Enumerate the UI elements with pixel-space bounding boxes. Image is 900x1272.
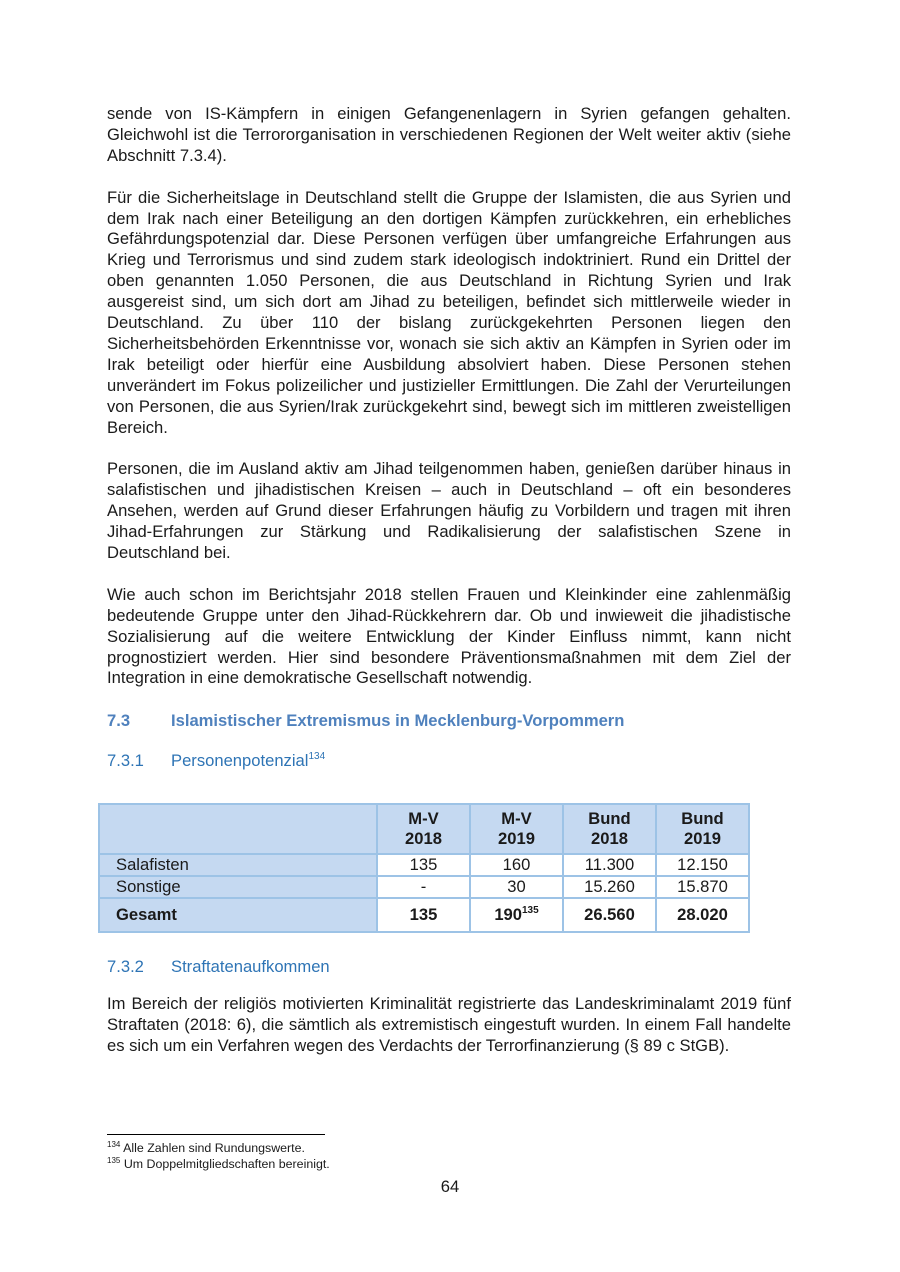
footnotes (107, 1140, 330, 1172)
column-header: Bund 2018 (563, 804, 656, 854)
table-cell: 135 (377, 898, 470, 932)
row-label: Gesamt (99, 898, 377, 932)
table-cell: 28.020 (656, 898, 749, 932)
footnote: $^{135}$ Um Doppelmitgliedschaften bereinigt. (107, 1156, 330, 1171)
table-cell: $190^{135}$ (470, 898, 563, 932)
column-header: Bund 2019 (656, 804, 749, 854)
table-cell: - (377, 876, 470, 898)
section-heading-7-3-1 (107, 751, 325, 771)
table-row (99, 854, 749, 876)
section-title: Islamistischer Extremismus in Mecklenburg-Vorpommern (171, 711, 625, 730)
footnote-ref: 135 (522, 905, 539, 916)
section-number: 7.3 (107, 711, 131, 730)
table-cell: 15.870 (656, 876, 749, 898)
section-number: 7.3.1 (107, 751, 144, 770)
personenpotenzial-table (98, 803, 750, 933)
table-cell: 15.260 (563, 876, 656, 898)
column-header: M-V 2018 (377, 804, 470, 854)
table-cell: 160 (470, 854, 563, 876)
footnote-ref: 134 (308, 751, 326, 762)
table-cell: 11.300 (563, 854, 656, 876)
row-label: Sonstige (99, 876, 377, 898)
table-cell: 135 (377, 854, 470, 876)
paragraph: Für die Sicherheitslage in Deutschland stellt die Gruppe der Islamisten, die aus Syrien und dem Irak nach einer Beteiligung an den dortigen Kämpfen zurückkehren, ein erhebliches Gefährdungspotenzial dar. Diese Personen verfügen über umfangreiche Erfahrungen aus Krieg und Terrorismus und sind zudem stark ideologisch indoktriniert. Rund ein Drittel der oben genannten 1.050 Personen, die aus Deutschland in Richtung Syrien und Irak ausgereist sind, um sich dort am Jihad zu beteiligen, befindet sich mittlerweile wieder in Deutschland. Zu über 110 der bislang zurückgekehrten Personen liegen den Sicherheitsbehörden Erkenntnisse vor, wonach sie sich aktiv an Kämpfen in Syrien oder im Irak beteiligt oder hierfür eine Ausbildung absolviert haben. Diese Personen stehen unverändert im Fokus polizeilicher und justizieller Ermittlungen. Die Zahl der Verurteilungen von Personen, die aus Syrien/Irak zurückgekehrt sind, bewegt sich im mittleren zweistelligen Bereich. (107, 187, 791, 437)
section-title: Personenpotenzial (171, 751, 309, 770)
table-cell: 30 (470, 876, 563, 898)
section-heading-7-3-2 (107, 957, 330, 977)
column-header: M-V 2019 (470, 804, 563, 854)
paragraph: sende von IS-Kämpfern in einigen Gefangenenlagern in Syrien gefangen gehalten. Gleichwohl ist die Terrororganisation in verschiedenen Regionen der Welt weiter aktiv (siehe Abschnitt 7.3.4). (107, 104, 791, 165)
table-cell: 26.560 (563, 898, 656, 932)
table-total-row (99, 898, 749, 932)
table-header-row (99, 804, 749, 854)
page-number: 64 (440, 1177, 460, 1196)
table-row (99, 876, 749, 898)
paragraph: Personen, die im Ausland aktiv am Jihad teilgenommen haben, genießen darüber hinaus in salafistischen und jihadistischen Kreisen – auch in Deutschland – oft ein besonderes Ansehen, werden auf Grund dieser Erfahrungen häufig zu Vorbildern und tragen mit ihren Jihad-Erfahrungen zur Stärkung und Radikalisierung der salafistischen Szene in Deutschland bei. (107, 459, 791, 562)
footnote: $^{134}$ Alle Zahlen sind Rundungswerte. (107, 1140, 305, 1155)
table-corner-cell (99, 804, 377, 854)
row-label: Salafisten (99, 854, 377, 876)
body-text (107, 994, 791, 1057)
section-title: Straftatenaufkommen (171, 957, 330, 976)
section-heading-7-3 (107, 711, 624, 731)
footnote-separator (107, 1134, 325, 1135)
paragraph: Wie auch schon im Berichtsjahr 2018 stellen Frauen und Kleinkinder eine zahlenmäßig bedeutende Gruppe unter den Jihad-Rückkehrern dar. Ob und inwieweit die jihadistische Sozialisierung auf die weitere Entwicklung der Kinder Einfluss nimmt, kann nicht prognostiziert werden. Hier sind besondere Präventionsmaßnahmen mit dem Ziel der Integration in eine demokratische Gesellschaft notwendig. (107, 584, 791, 688)
body-text (107, 104, 791, 689)
paragraph: Im Bereich der religiös motivierten Kriminalität registrierte das Landeskriminalamt 2019 fünf Straftaten (2018: 6), die sämtlich als extremistisch eingestuft wurden. In einem Fall handelte es sich um ein Verfahren wegen des Verdachts der Terrorfinanzierung (§ 89 c StGB). (107, 994, 791, 1055)
table-cell: 12.150 (656, 854, 749, 876)
section-number: 7.3.2 (107, 957, 144, 976)
